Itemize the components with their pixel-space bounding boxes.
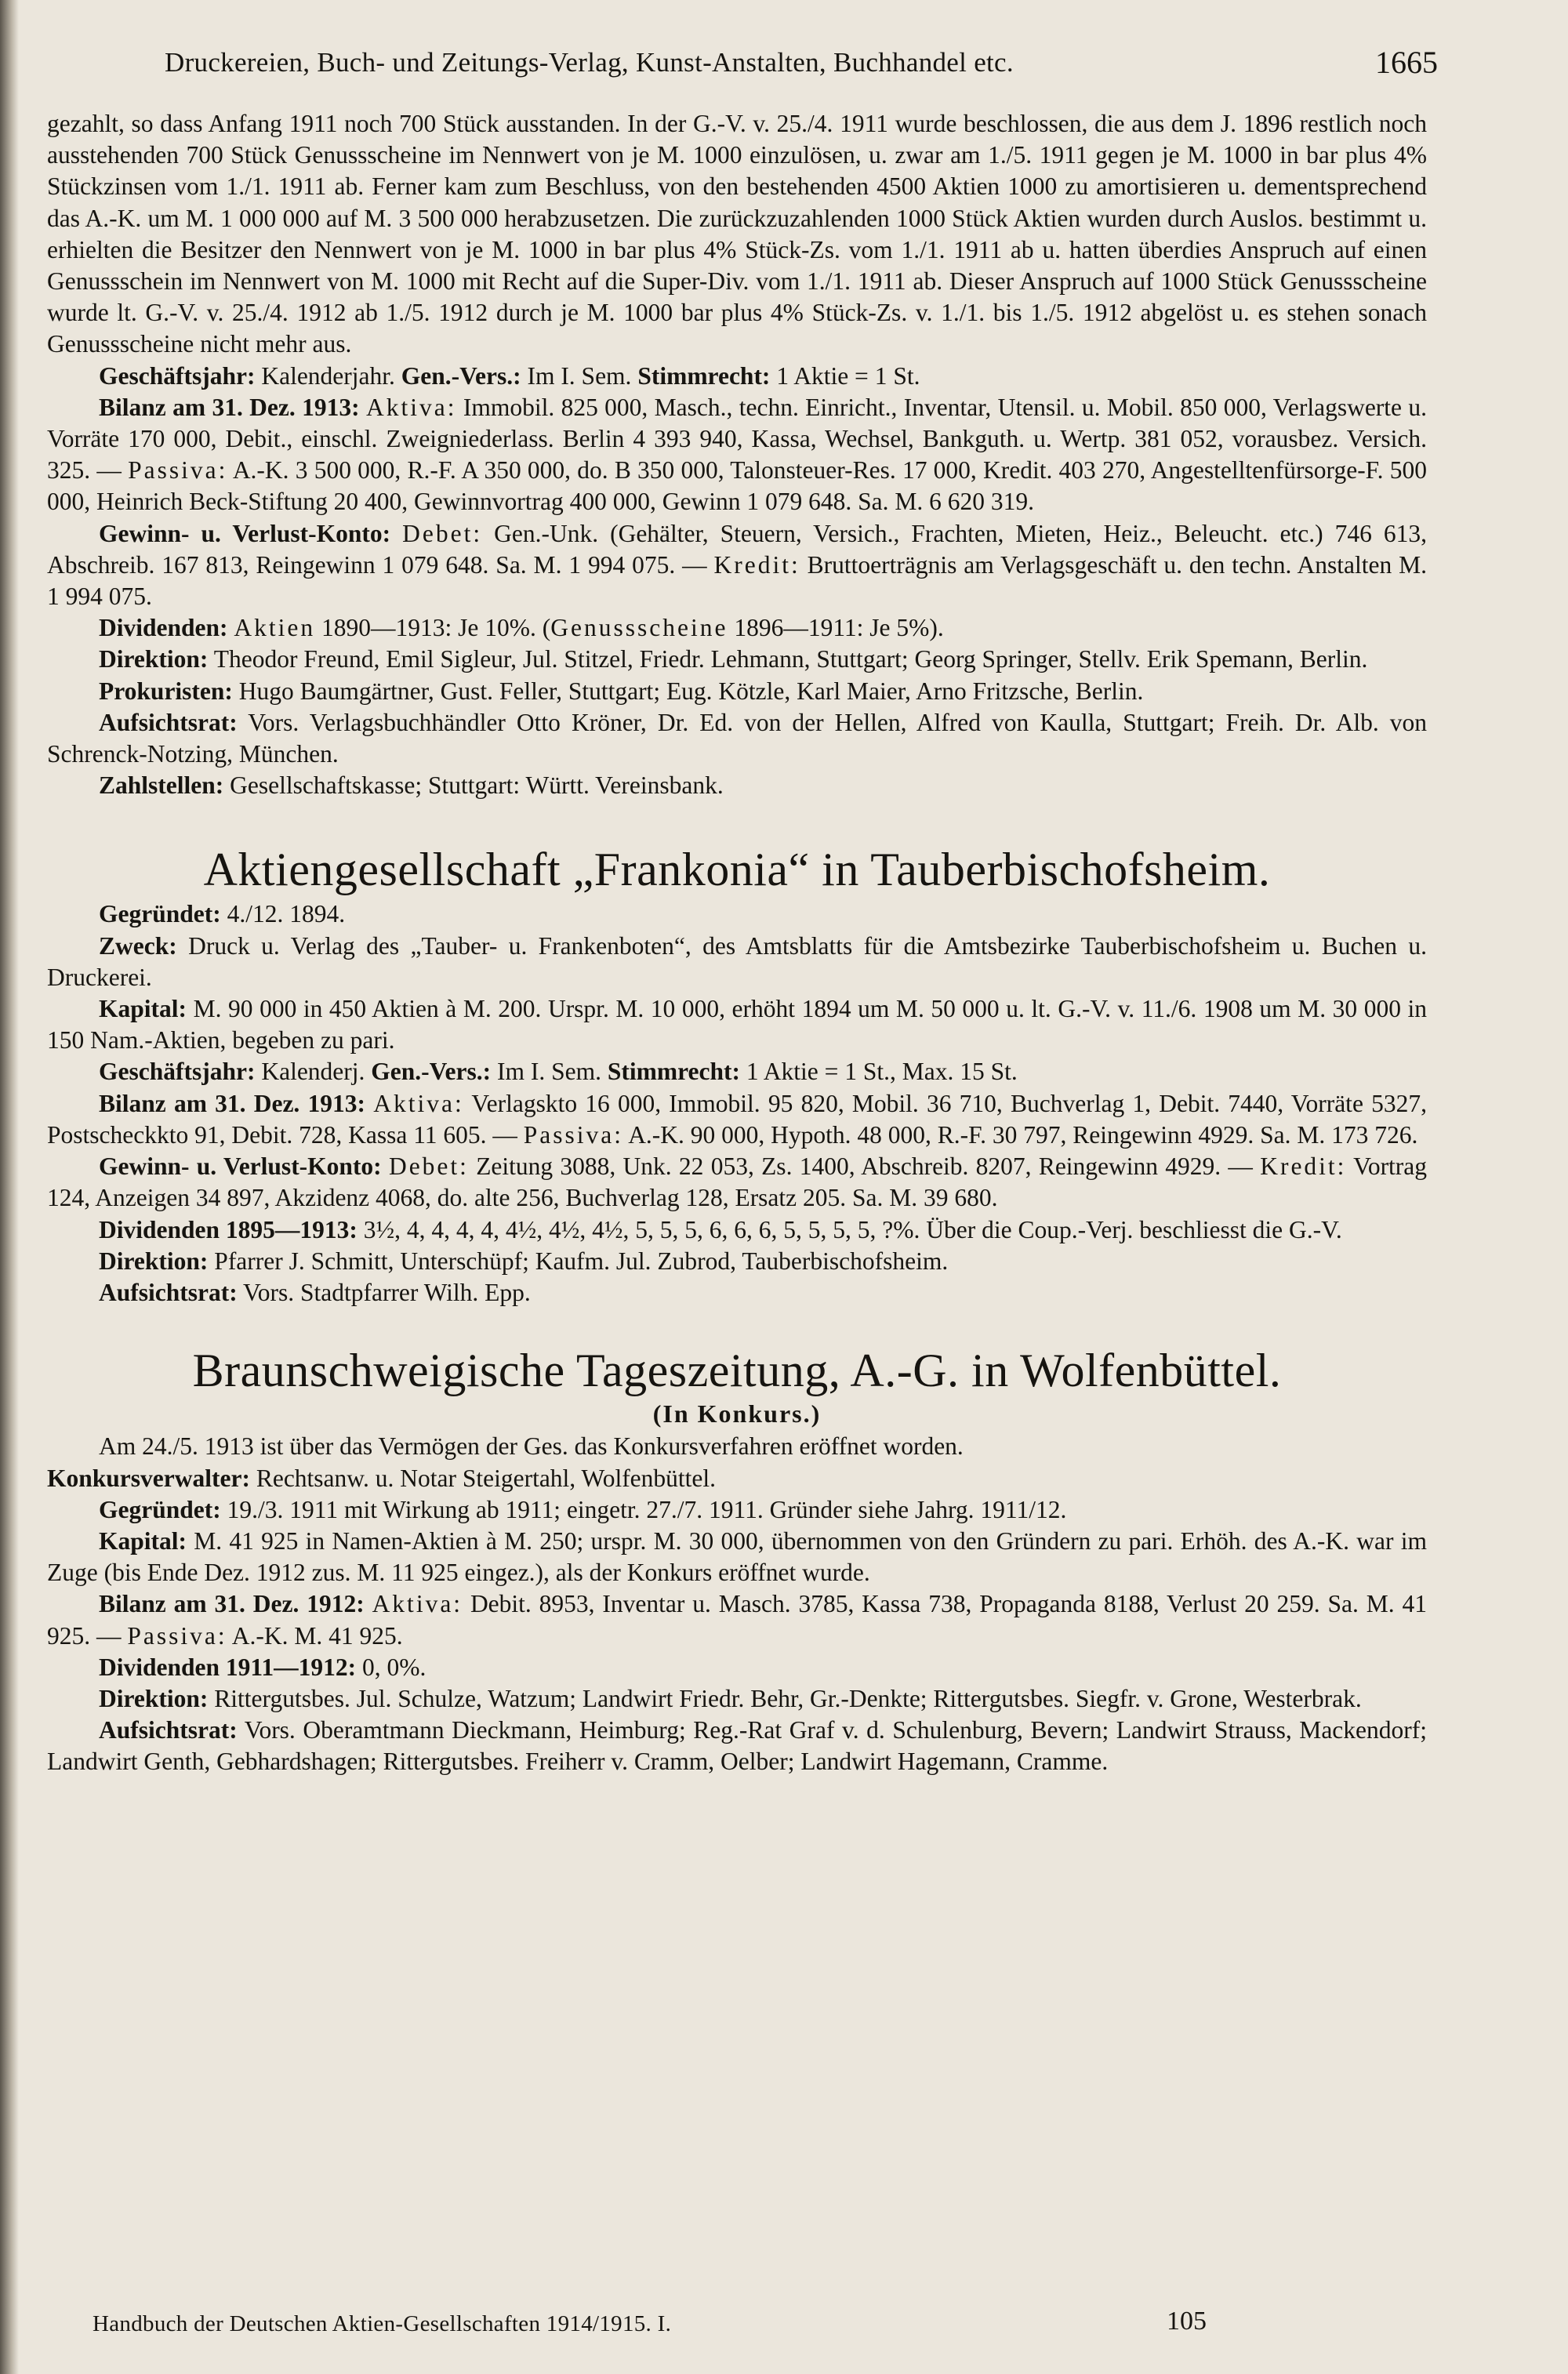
balance-label: Bilanz am 31. Dez. 1913: — [99, 1089, 366, 1117]
supervisory-board — [47, 1715, 1427, 1777]
footer-sheet-number: 105 — [1167, 2307, 1207, 2336]
dividends-label: Dividenden: — [99, 614, 228, 642]
balance-sheet — [47, 1088, 1427, 1151]
debit-label: Debet: — [402, 519, 483, 547]
running-head: Druckereien, Buch- und Zeitungs-Verlag, Kunst-Anstalten, Buchhandel etc. — [165, 47, 1014, 78]
assets-label: Aktiva: — [373, 1089, 464, 1117]
dividends — [47, 612, 1427, 644]
management-text: Pfarrer J. Schmitt, Unterschüpf; Kaufm. Jul. Zubrod, Tauberbischofsheim. — [214, 1247, 949, 1275]
fiscal-year-value: Kalenderj. — [261, 1058, 365, 1086]
assets-text: Immobil. 825 000, Masch., techn. Einricht., Inventar, Utensil. u. Mobil. 850 000, Verlagswerte u. Vorräte 170 000, Debit., einschl. Zweigniederlass. Berlin 4 393 940, Kassa, Wechsel, Bankguth. u. Wertp. 381 052, vorausbez. Versich. 325. — — [47, 393, 1428, 485]
purpose-label: Zweck: — [99, 931, 177, 960]
dividends-text: 0, 0%. — [362, 1653, 426, 1681]
founded — [47, 898, 1427, 930]
credit-text: Vortrag 124, Anzeigen 34 897, Akzidenz 4068, do. alte 256, Buchverlag 128, Ersatz 205. Sa. M. 39 680. — [47, 1153, 1428, 1212]
dividends — [47, 1214, 1427, 1246]
voting-right-label: Stimmrecht: — [637, 361, 771, 390]
supervisory-board — [47, 707, 1427, 770]
founded-value: 4./12. 1894. — [227, 900, 346, 928]
authorized-officers-text: Hugo Baumgärtner, Gust. Feller, Stuttgart; Eug. Kötzle, Karl Maier, Arno Fritzsche, Berlin. — [238, 677, 1144, 705]
insolvency-administrator — [47, 1463, 1427, 1494]
debit-text: Zeitung 3088, Unk. 22 053, Zs. 1400, Abschreib. 8207, Reingewinn 4929. — — [476, 1153, 1253, 1181]
liabilities-text: A.-K. M. 41 925. — [231, 1621, 403, 1650]
dividends-shares-label: Aktien — [234, 614, 316, 642]
management-text: Theodor Freund, Emil Sigleur, Jul. Stitzel, Friedr. Lehmann, Stuttgart; Georg Springer, Stellv. Erik Spemann, Berlin. — [213, 645, 1368, 673]
balance-sheet — [47, 392, 1427, 518]
fiscal-year-label: Geschäftsjahr: — [99, 1058, 256, 1086]
credit-label: Kredit: — [1260, 1153, 1347, 1181]
founded-label: Gegründet: — [99, 900, 221, 928]
founded-label: Gegründet: — [99, 1495, 221, 1523]
capital — [47, 1526, 1427, 1588]
founded-text: 19./3. 1911 mit Wirkung ab 1911; eingetr. 27./7. 1911. Gründer siehe Jahrg. 1911/12. — [227, 1495, 1067, 1523]
assets-label: Aktiva: — [372, 1590, 463, 1618]
management-label: Direktion: — [99, 1247, 209, 1275]
profit-loss-account — [47, 1151, 1427, 1214]
management — [47, 644, 1427, 675]
company-entry-frankonia — [47, 844, 1427, 1309]
dividends-label: Dividenden 1911—1912: — [99, 1653, 357, 1681]
capital-text: M. 90 000 in 450 Aktien à M. 200. Urspr. M. 10 000, erhöht 1894 um M. 50 000 u. lt. G.-V. v. 11./6. 1908 um M. 30 000 in 150 Nam.-Aktien, begeben zu pari. — [47, 995, 1428, 1055]
insolvency-note: (In Konkurs.) — [652, 1399, 822, 1428]
supervisory-board — [47, 1277, 1427, 1309]
voting-right-label: Stimmrecht: — [607, 1058, 740, 1086]
purpose — [47, 931, 1427, 993]
insolvency-administrator-text: Rechtsanw. u. Notar Steigertahl, Wolfenbüttel. — [256, 1464, 717, 1492]
voting-right-value: 1 Aktie = 1 St., Max. 15 St. — [746, 1058, 1018, 1086]
management-text: Rittergutsbes. Jul. Schulze, Watzum; Landwirt Friedr. Behr, Gr.-Denkte; Rittergutsbes. Siegfr. v. Grone, Westerbrak. — [214, 1684, 1362, 1712]
liabilities-label: Passiva: — [523, 1120, 624, 1149]
authorized-officers — [47, 676, 1427, 707]
profit-loss-account — [47, 518, 1427, 613]
management — [47, 1683, 1427, 1715]
dividends-text-2: 1896—1911: Je 5%). — [734, 614, 944, 642]
credit-text: Bruttoerträgnis am Verlagsgeschäft u. den techn. Anstalten M. 1 994 075. — [47, 550, 1427, 611]
debit-text: Gen.-Unk. (Gehälter, Steuern, Versich., Frachten, Mieten, Heiz., Beleucht. etc.) 746 613, Abschreib. 167 813, Reingewinn 1 079 648. Sa. M. 1 994 075. — [47, 519, 1427, 579]
intro-paragraph: gezahlt, so dass Anfang 1911 noch 700 Stück ausstanden. In der G.-V. v. 25./4. 1911 wurde beschlossen, die aus dem J. 1896 restlich noch ausstehenden 700 Stück Genussscheine im Nennwert von je M. 1000 einzulösen, u. zwar am 1./5. 1911 gegen je M. 1000 in bar plus 4% Stückzinsen vom 1./1. 1911 ab. Ferner kam zum Beschluss, von den bestehenden 4500 Aktien 1000 zu amortisieren u. dementsprechend das A.-K. um M. 1 000 000 auf M. 3 500 000 herabzusetzen. Die zurückzuzahlenden 1000 Stück Aktien wurden durch Auslos. bestimmt u. erhielten die Besitzer den Nennwert von je M. 1000 in bar plus 4% Stück-Zs. vom 1./1. 1911 ab u. hatten überdies Anspruch auf einen Genussschein im Nennwert von M. 1000 mit Recht auf die Super-Div. vom 1./1. 1911 ab. Dieser Anspruch auf 1000 Stück Genussscheine wurde lt. G.-V. v. 25./4. 1912 ab 1./5. 1912 durch je M. 1000 bar plus 4% Stück-Zs. v. 1./1. bis 1./5. 1912 abgelöst u. es stehen sonach Genussscheine nicht mehr aus. — [47, 110, 1427, 358]
assets-text: Verlagskto 16 000, Immobil. 95 820, Mobil. 36 710, Buchverlag 1, Debit. 7440, Vorräte 5327, Postscheckkto 91, Debit. 728, Kassa 11 605. — — [47, 1089, 1427, 1149]
intro-paragraph: Am 24./5. 1913 ist über das Vermögen der Ges. das Konkursverfahren eröffnet worden. — [99, 1432, 964, 1461]
insolvency-administrator-label: Konkursverwalter: — [47, 1464, 250, 1492]
business-terms — [47, 361, 1427, 392]
voting-right-value: 1 Aktie = 1 St. — [776, 361, 920, 390]
supervisory-board-label: Aufsichtsrat: — [99, 1716, 238, 1744]
management — [47, 1246, 1427, 1277]
liabilities-label: Passiva: — [128, 456, 228, 485]
capital — [47, 993, 1427, 1056]
profit-loss-label: Gewinn- u. Verlust-Konto: — [99, 519, 391, 547]
balance-sheet — [47, 1588, 1427, 1651]
text-column — [47, 108, 1427, 1778]
company-entry-braunschweigische — [47, 1345, 1427, 1777]
capital-label: Kapital: — [99, 1526, 187, 1555]
paying-agents — [47, 770, 1427, 801]
authorized-officers-label: Prokuristen: — [99, 677, 233, 705]
supervisory-board-label: Aufsichtsrat: — [99, 1278, 238, 1306]
dividends-genuss-label: Genussscheine — [550, 614, 728, 642]
liabilities-label: Passiva: — [127, 1621, 227, 1650]
supervisory-board-label: Aufsichtsrat: — [99, 708, 238, 736]
founded — [47, 1494, 1427, 1526]
company-heading: Braunschweigische Tageszeitung, A.-G. in Wolfenbüttel. — [192, 1345, 1282, 1397]
general-meeting-value: Im I. Sem. — [496, 1058, 601, 1086]
business-terms — [47, 1056, 1427, 1087]
credit-label: Kredit: — [713, 550, 800, 579]
binding-gutter — [0, 0, 19, 2374]
fiscal-year-value: Kalenderjahr. — [261, 361, 395, 390]
dividends-label: Dividenden 1895—1913: — [99, 1215, 358, 1243]
supervisory-board-text: Vors. Stadtpfarrer Wilh. Epp. — [243, 1278, 531, 1306]
dividends — [47, 1652, 1427, 1683]
debit-label: Debet: — [388, 1153, 469, 1181]
supervisory-board-text: Vors. Verlagsbuchhändler Otto Kröner, Dr. Ed. von der Hellen, Alfred von Kaulla, Stuttgart; Freih. Dr. Alb. von Schrenck-Notzing, München. — [47, 708, 1427, 768]
management-label: Direktion: — [99, 1684, 209, 1712]
balance-label: Bilanz am 31. Dez. 1912: — [99, 1590, 365, 1618]
balance-label: Bilanz am 31. Dez. 1913: — [99, 393, 360, 421]
general-meeting-label: Gen.-Vers.: — [371, 1058, 492, 1086]
page-number: 1665 — [1375, 45, 1438, 80]
purpose-text: Druck u. Verlag des „Tauber- u. Frankenboten“, des Amtsblatts für die Amtsbezirke Tauberbischofsheim u. Buchen u. Druckerei. — [47, 931, 1427, 991]
general-meeting-label: Gen.-Vers.: — [401, 361, 521, 390]
dividends-text: 1890—1913: Je 10%. ( — [321, 614, 551, 642]
liabilities-text: A.-K. 3 500 000, R.-F. A 350 000, do. B 350 000, Talonsteuer-Res. 17 000, Kredit. 403 270, Angestelltenfürsorge-F. 500 000, Heinrich Beck-Stiftung 20 400, Gewinnvortrag 400 000, Gewinn 1 079 648. Sa. M. 6 620 319. — [47, 456, 1428, 516]
supervisory-board-text: Vors. Oberamtmann Dieckmann, Heimburg; Reg.-Rat Graf v. d. Schulenburg, Bevern; Landwirt Strauss, Mackendorf; Landwirt Genth, Gebhardshagen; Rittergutsbes. Freiherr v. Cramm, Oelber; Landwirt Hagemann, Cramme. — [47, 1716, 1427, 1776]
dividends-text: 3½, 4, 4, 4, 4, 4½, 4½, 4½, 5, 5, 5, 6, 6, 6, 5, 5, 5, 5, ?%. Über die Coup.-Verj. beschliesst die G.-V. — [363, 1215, 1342, 1243]
fiscal-year-label: Geschäftsjahr: — [99, 361, 256, 390]
general-meeting-value: Im I. Sem. — [527, 361, 632, 390]
paying-agents-label: Zahlstellen: — [99, 771, 224, 800]
profit-loss-label: Gewinn- u. Verlust-Konto: — [99, 1153, 382, 1181]
capital-label: Kapital: — [99, 995, 187, 1023]
company-heading: Aktiengesellschaft „Frankonia“ in Tauberbischofsheim. — [203, 844, 1271, 896]
footer-book-title: Handbuch der Deutschen Aktien-Gesellschaften 1914/1915. I. — [93, 2311, 672, 2336]
liabilities-text: A.-K. 90 000, Hypoth. 48 000, R.-F. 30 797, Reingewinn 4929. Sa. M. 173 726. — [628, 1120, 1418, 1149]
assets-text: Debit. 8953, Inventar u. Masch. 3785, Kassa 738, Propaganda 8188, Verlust 20 259. Sa. M. 41 925. — — [47, 1590, 1427, 1650]
management-label: Direktion: — [99, 645, 209, 673]
assets-label: Aktiva: — [365, 393, 457, 421]
capital-text: M. 41 925 in Namen-Aktien à M. 250; urspr. M. 30 000, übernommen von den Gründern zu pari. Erhöh. des A.-K. war im Zuge (bis Ende Dez. 1912 zus. M. 11 925 eingez.), als der Konkurs eröffnet wurde. — [47, 1526, 1427, 1587]
company-entry-continued — [47, 108, 1427, 801]
paying-agents-text: Gesellschaftskasse; Stuttgart: Württ. Vereinsbank. — [230, 771, 724, 800]
credit-dash: — — [682, 550, 707, 579]
